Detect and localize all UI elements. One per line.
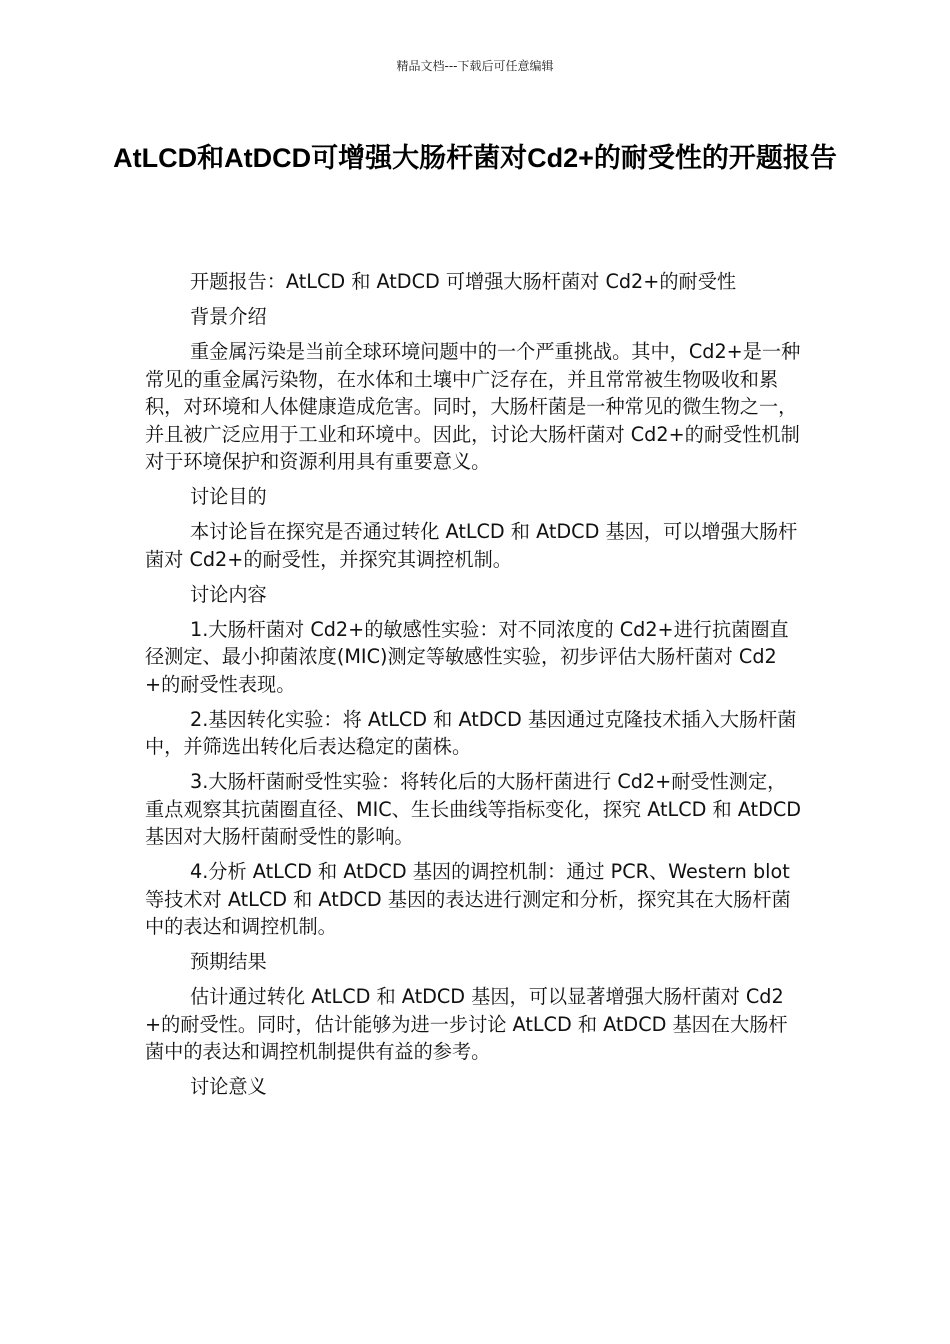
paragraph-purpose: 本讨论旨在探究是否通过转化 AtLCD 和 AtDCD 基因，可以增强大肠杆菌对 Cd2+的耐受性，并探究其调控机制。 — [145, 520, 798, 571]
content-item-4: 4.分析 AtLCD 和 AtDCD 基因的调控机制：通过 PCR、Western blot 等技术对 AtLCD 和 AtDCD 基因的表达进行测定和分析，探究其在大肠杆菌中的表达和调控机制。 — [145, 860, 791, 938]
header-note: 精品文档---下载后可任意编辑 — [396, 59, 554, 73]
content-item-3: 3.大肠杆菌耐受性实验：将转化后的大肠杆菌进行 Cd2+耐受性测定，重点观察其抗菌圈直径、MIC、生长曲线等指标变化，探究 AtLCD 和 AtDCD 基因对大肠杆菌耐受性的影响。 — [145, 770, 802, 848]
section-heading-background: 背景介绍 — [190, 305, 267, 328]
paragraph-background: 重金属污染是当前全球环境问题中的一个严重挑战。其中，Cd2+是一种常见的重金属污染物，在水体和土壤中广泛存在，并且常常被生物吸收和累积，对环境和人体健康造成危害。同时，大肠杆菌是一种常见的微生物之一，并且被广泛应用于工业和环境中。因此，讨论大肠杆菌对 Cd2+的耐受性机制对于环境保护和资源利用具有重要意义。 — [145, 340, 801, 473]
section-heading-content: 讨论内容 — [190, 582, 267, 606]
section-heading-expected-results: 预期结果 — [190, 950, 267, 973]
paragraph-expected-results: 估计通过转化 AtLCD 和 AtDCD 基因，可以显著增强大肠杆菌对 Cd2+的耐受性。同时，估计能够为进一步讨论 AtLCD 和 AtDCD 基因在大肠杆菌中的表达和调控机制提供有益的参考。 — [145, 985, 788, 1063]
report-intro-line: 开题报告：AtLCD 和 AtDCD 可增强大肠杆菌对 Cd2+的耐受性 — [190, 270, 737, 293]
section-heading-significance: 讨论意义 — [190, 1075, 267, 1098]
content-item-2: 2.基因转化实验：将 AtLCD 和 AtDCD 基因通过克隆技术插入大肠杆菌中，并筛选出转化后表达稳定的菌株。 — [145, 707, 797, 758]
section-heading-purpose: 讨论目的 — [190, 485, 267, 508]
document-title: AtLCD和AtDCD可增强大肠杆菌对Cd2+的耐受性的开题报告 — [113, 143, 837, 173]
document-body — [145, 268, 805, 1108]
content-item-1: 1.大肠杆菌对 Cd2+的敏感性实验：对不同浓度的 Cd2+进行抗菌圈直径测定、最小抑菌浓度(MIC)测定等敏感性实验，初步评估大肠杆菌对 Cd2+的耐受性表现。 — [145, 617, 789, 696]
